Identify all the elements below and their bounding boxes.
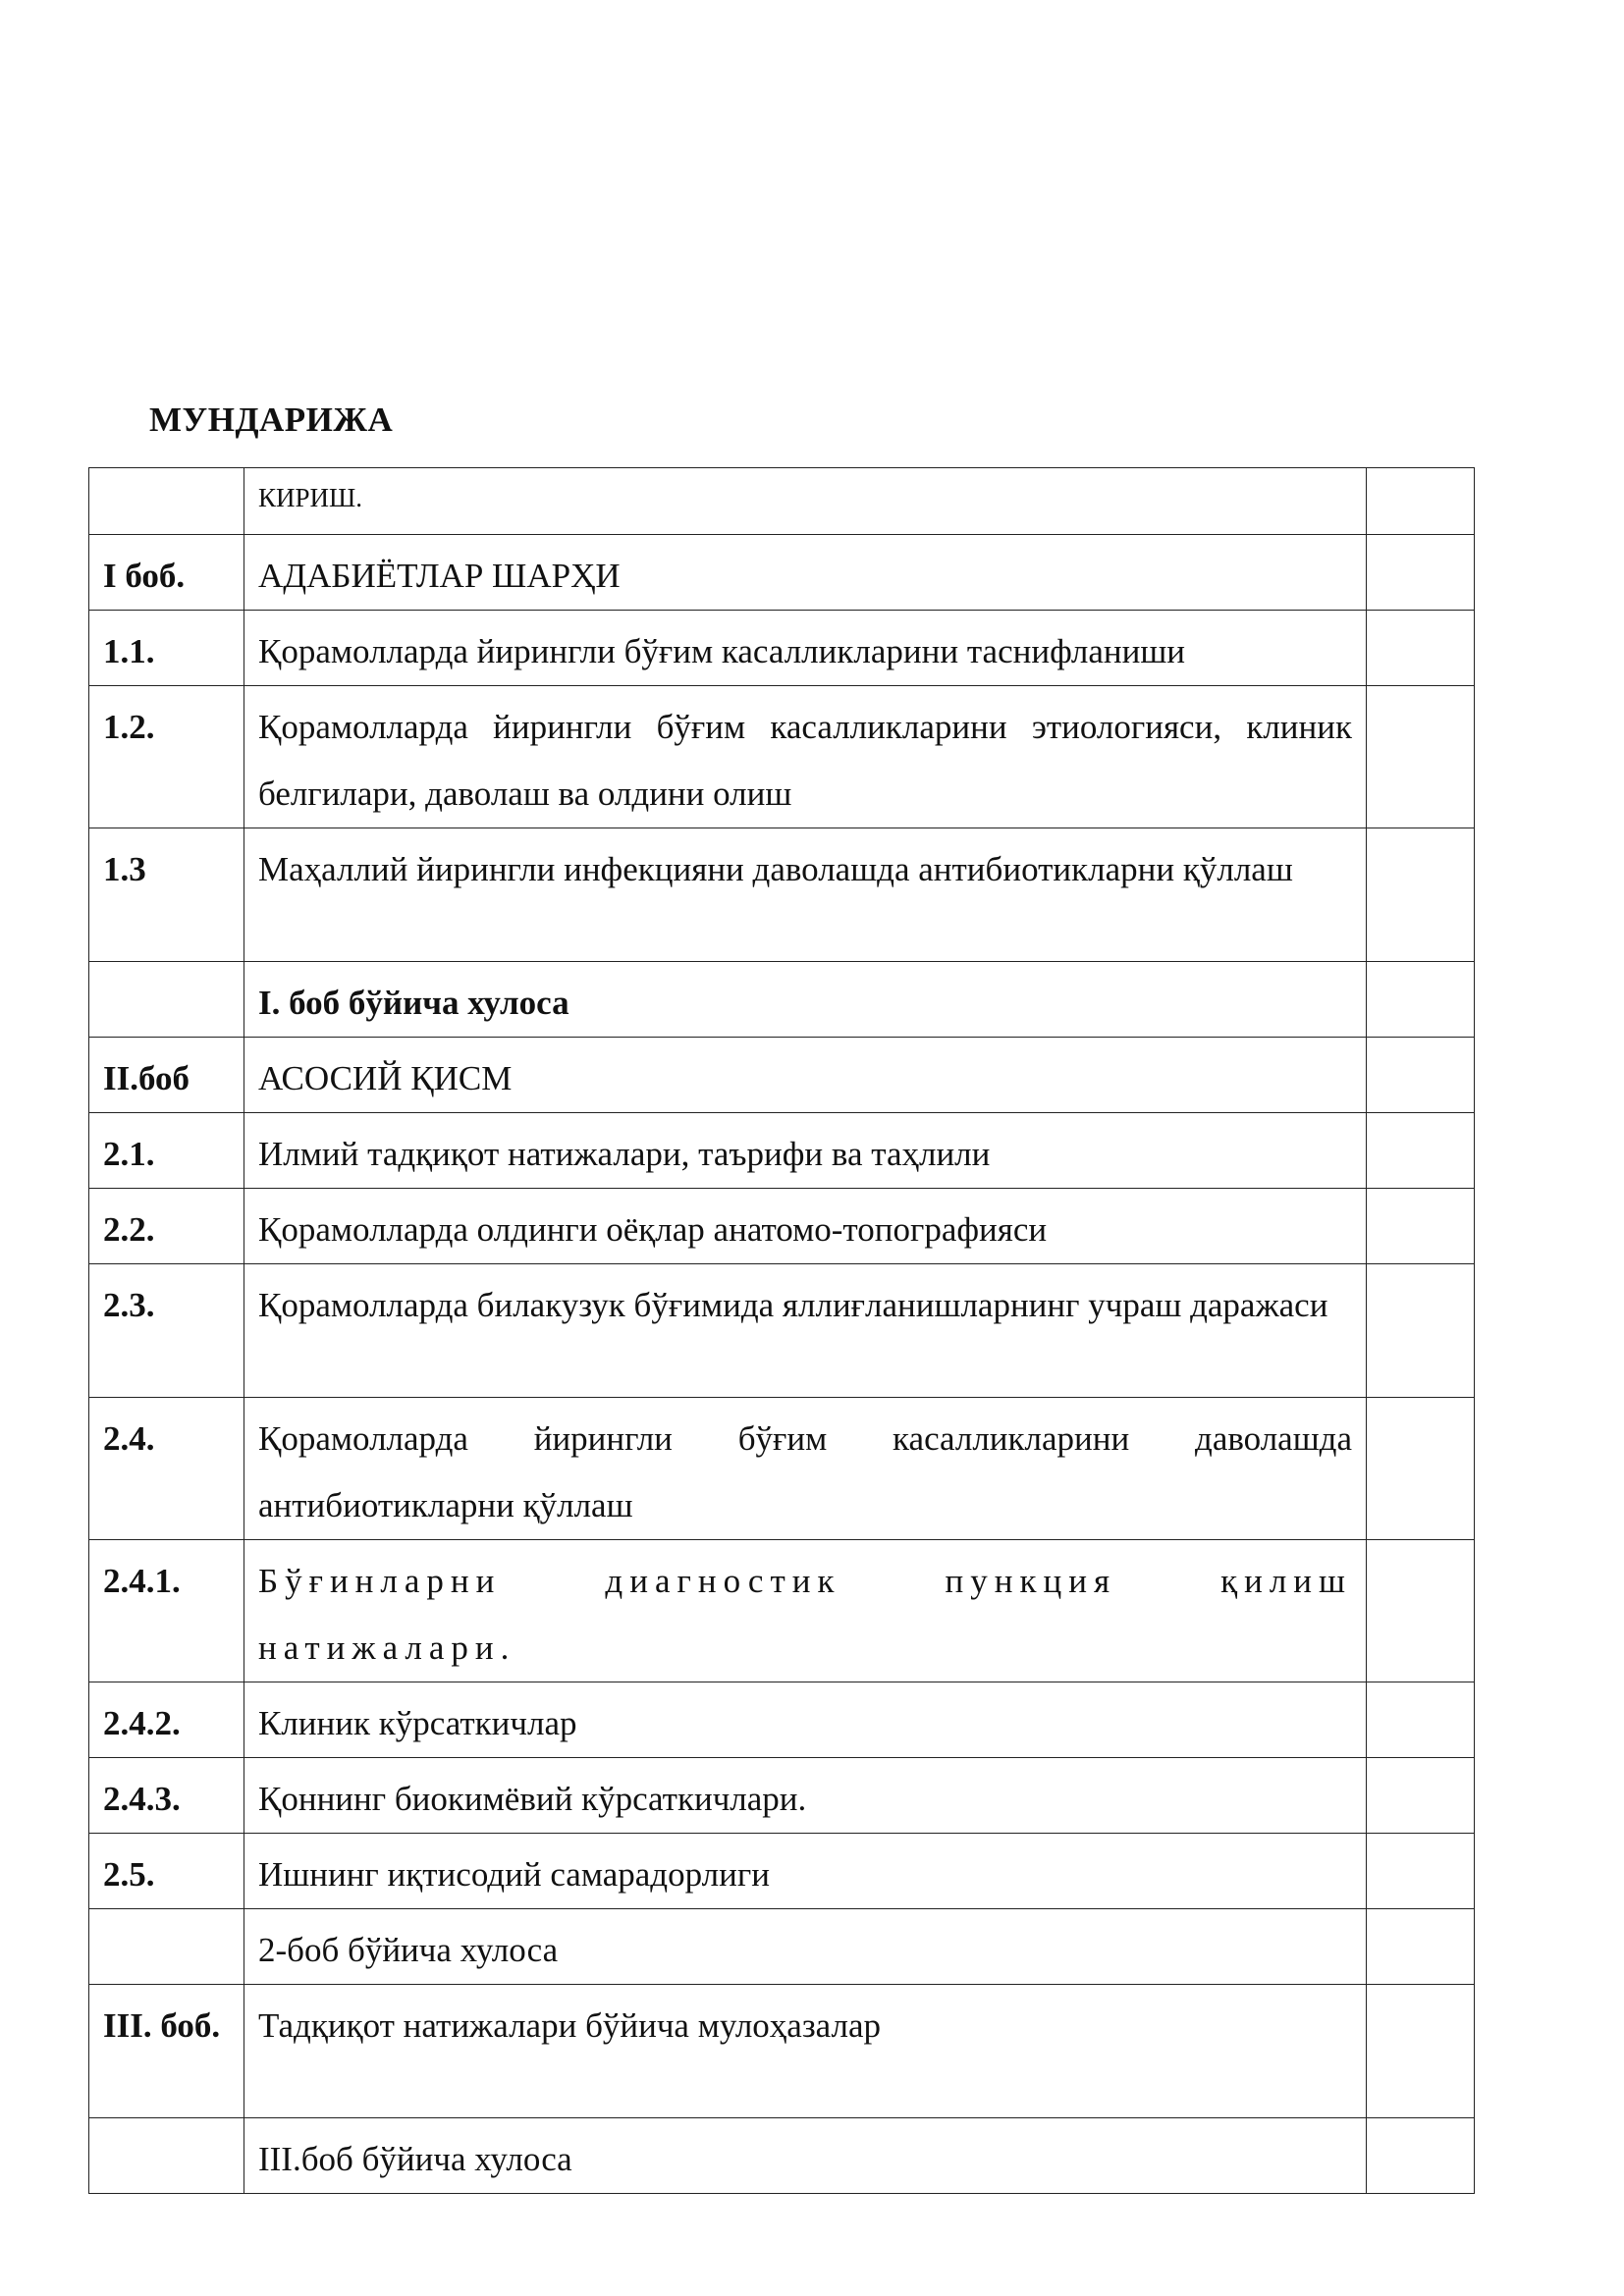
page-number-cell [1367, 1540, 1475, 1682]
page-number-cell [1367, 1189, 1475, 1264]
section-number: 2.4. [89, 1398, 244, 1540]
table-row [89, 828, 1475, 962]
section-title: Ишнинг иқтисодий самарадорлиги [244, 1834, 1367, 1909]
page-number-cell [1367, 1909, 1475, 1985]
section-title-line: натижалари. [258, 1629, 516, 1667]
section-title [244, 1540, 1367, 1682]
section-title: Клиник кўрсаткичлар [244, 1682, 1367, 1758]
table-row [89, 1038, 1475, 1113]
section-number: II.боб [89, 1038, 244, 1113]
page-number-cell [1367, 2118, 1475, 2194]
page-number-cell [1367, 1985, 1475, 2118]
section-number: 2.3. [89, 1264, 244, 1398]
page-number-cell [1367, 535, 1475, 611]
table-row [89, 1113, 1475, 1189]
table-row [89, 535, 1475, 611]
table-row [89, 2118, 1475, 2194]
section-title-word: Бўғинларни [258, 1562, 502, 1600]
table-row [89, 468, 1475, 535]
section-number: 1.3 [89, 828, 244, 962]
section-title: Қорамолларда йирингли бўғим касалликларини даволашда антибиотикларни қўллаш [244, 1398, 1367, 1540]
section-number: 1.1. [89, 611, 244, 686]
page-number-cell [1367, 962, 1475, 1038]
section-title: Қорамолларда олдинги оёқлар анатомо-топографияси [244, 1189, 1367, 1264]
section-number: 2.2. [89, 1189, 244, 1264]
table-row [89, 1834, 1475, 1909]
section-title: I. боб бўйича хулоса [244, 962, 1367, 1038]
section-number: III. боб. [89, 1985, 244, 2118]
section-number: I боб. [89, 535, 244, 611]
section-title-word: пункция [945, 1562, 1117, 1600]
page-number-cell [1367, 1113, 1475, 1189]
section-number: 2.4.2. [89, 1682, 244, 1758]
page-number-cell [1367, 1758, 1475, 1834]
page-number-cell [1367, 828, 1475, 962]
section-title: АСОСИЙ ҚИСМ [244, 1038, 1367, 1113]
table-row [89, 1909, 1475, 1985]
table-row [89, 611, 1475, 686]
table-row [89, 686, 1475, 828]
page-number-cell [1367, 686, 1475, 828]
section-title: КИРИШ. [244, 468, 1367, 535]
section-title-word: диагностик [605, 1562, 841, 1600]
table-row [89, 1398, 1475, 1540]
section-title-line [258, 1548, 1352, 1615]
page-number-cell [1367, 1682, 1475, 1758]
section-number: 1.2. [89, 686, 244, 828]
table-row [89, 1540, 1475, 1682]
page-number-cell [1367, 468, 1475, 535]
page-number-cell [1367, 611, 1475, 686]
table-of-contents [88, 467, 1475, 2194]
section-title: АДАБИЁТЛАР ШАРҲИ [244, 535, 1367, 611]
section-title: Қорамолларда йирингли бўғим касалликларини таснифланиши [244, 611, 1367, 686]
section-number: 2.4.1. [89, 1540, 244, 1682]
section-number [89, 468, 244, 535]
section-number [89, 2118, 244, 2194]
section-number [89, 1909, 244, 1985]
section-title-word: қилиш [1220, 1562, 1352, 1600]
section-title: III.боб бўйича хулоса [244, 2118, 1367, 2194]
table-row [89, 1189, 1475, 1264]
section-number: 2.5. [89, 1834, 244, 1909]
table-row [89, 1985, 1475, 2118]
page-number-cell [1367, 1264, 1475, 1398]
page-number-cell [1367, 1398, 1475, 1540]
section-number [89, 962, 244, 1038]
section-title: Қорамолларда билакузук бўғимида яллиғланишларнинг учраш даражаси [244, 1264, 1367, 1398]
section-number: 2.1. [89, 1113, 244, 1189]
table-row [89, 1264, 1475, 1398]
table-row [89, 1758, 1475, 1834]
section-title: Қорамолларда йирингли бўғим касалликларини этиологияси, клиник белгилари, даволаш ва олдини олиш [244, 686, 1367, 828]
section-title: 2-боб бўйича хулоса [244, 1909, 1367, 1985]
section-number: 2.4.3. [89, 1758, 244, 1834]
table-row [89, 962, 1475, 1038]
page-number-cell [1367, 1038, 1475, 1113]
section-title: Маҳаллий йирингли инфекцияни даволашда антибиотикларни қўллаш [244, 828, 1367, 962]
section-title: Илмий тадқиқот натижалари, таърифи ва таҳлили [244, 1113, 1367, 1189]
section-title: Қоннинг биокимёвий кўрсаткичлари. [244, 1758, 1367, 1834]
table-row [89, 1682, 1475, 1758]
page-number-cell [1367, 1834, 1475, 1909]
section-title: Тадқиқот натижалари бўйича мулоҳазалар [244, 1985, 1367, 2118]
page-title: МУНДАРИЖА [149, 400, 394, 439]
